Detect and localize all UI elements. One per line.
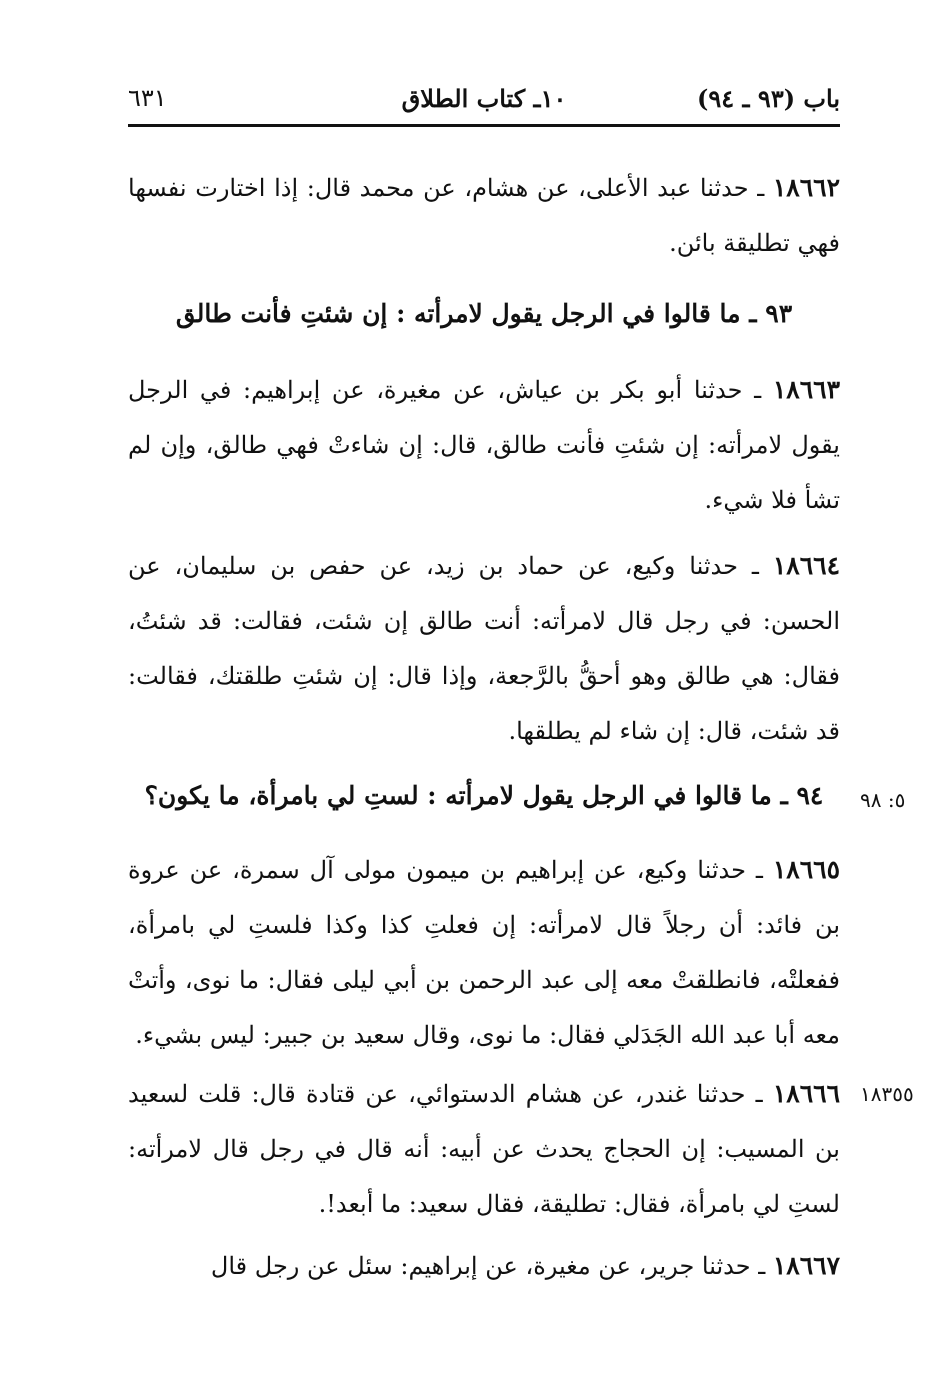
hadith-text: ـ حدثنا أبو بكر بن عياش، عن مغيرة، عن إبراهيم: في الرجل يقول لامرأته: إن شئتِ فأنت طالق، قال: إن شاءتْ فهي طالق، وإن لم تشأ فلا شيء.	[128, 376, 840, 514]
hadith-text: ـ حدثنا غندر، عن هشام الدستوائي، عن قتادة قال: قلت لسعيد بن المسيب: إن الحجاج يحدث عن أبيه: أنه قال في رجل قال لامرأته: لستِ لي بامرأة، فقال: تطليقة، فقال سعيد: ما أبعد!.	[128, 1080, 840, 1218]
hadith-text: ـ حدثنا عبد الأعلى، عن هشام، عن محمد قال: إذا اختارت نفسها فهي تطليقة بائن.	[128, 174, 840, 257]
hadith-number: ١٨٦٦٢	[772, 173, 840, 202]
hadith-text: ـ حدثنا وكيع، عن إبراهيم بن ميمون مولى آل سمرة، عن عروة بن فائد: أن رجلاً قال لامرأته: إن فعلتِ كذا وكذا فلستِ لي بامرأة، ففعلتْه، فانطلقتْ معه إلى عبد الرحمن بن أبي ليلى فقال: ما نوى، وأتتْ معه أبا عبد الله الجَدَلي فقال: ما نوى، وقال سعيد بن جبير: ليس بشيء.	[128, 856, 840, 1049]
margin-reference: ٥: ٩٨	[860, 788, 906, 812]
chapter-range: باب (٩٣ ـ ٩٤)	[697, 84, 840, 113]
margin-reference: ١٨٣٥٥	[860, 1082, 914, 1106]
hadith-number: ١٨٦٦٥	[772, 855, 840, 884]
hadith-number: ١٨٦٦٣	[772, 375, 840, 404]
hadith-text: ـ حدثنا جرير، عن مغيرة، عن إبراهيم: سئل عن رجل قال	[210, 1252, 773, 1280]
hadith-number: ١٨٦٦٦	[772, 1079, 840, 1108]
page-number: ٦٣١	[128, 84, 167, 112]
hadith-text: ـ حدثنا وكيع، عن حماد بن زيد، عن حفص بن سليمان، عن الحسن: في رجل قال لامرأته: أنت طالق إن شئت، فقالت: قد شئتُ، فقال: هي طالق وهو أحقُّ بالرَّجعة، وإذا قال: إن شئتِ طلقتك، فقالت: قد شئت، قال: إن شاء لم يطلقها.	[128, 552, 840, 745]
chapter-heading: ٩٣ ـ ما قالوا في الرجل يقول لامرأته : إن شئتِ فأنت طالق	[175, 299, 793, 328]
hadith-paragraph	[128, 842, 840, 1063]
header-rule	[128, 124, 840, 127]
hadith-paragraph	[128, 1066, 840, 1232]
hadith-paragraph	[128, 160, 840, 271]
chapter-heading: ٩٤ ـ ما قالوا في الرجل يقول لامرأته : لستِ لي بامرأة، ما يكون؟	[144, 781, 824, 810]
hadith-paragraph	[128, 362, 840, 528]
hadith-number: ١٨٦٦٧	[772, 1251, 840, 1280]
running-header	[128, 78, 840, 122]
hadith-paragraph	[128, 538, 840, 759]
hadith-number: ١٨٦٦٤	[772, 551, 840, 580]
book-title: ١٠ـ كتاب الطلاق	[401, 84, 567, 113]
hadith-paragraph	[128, 1238, 840, 1294]
